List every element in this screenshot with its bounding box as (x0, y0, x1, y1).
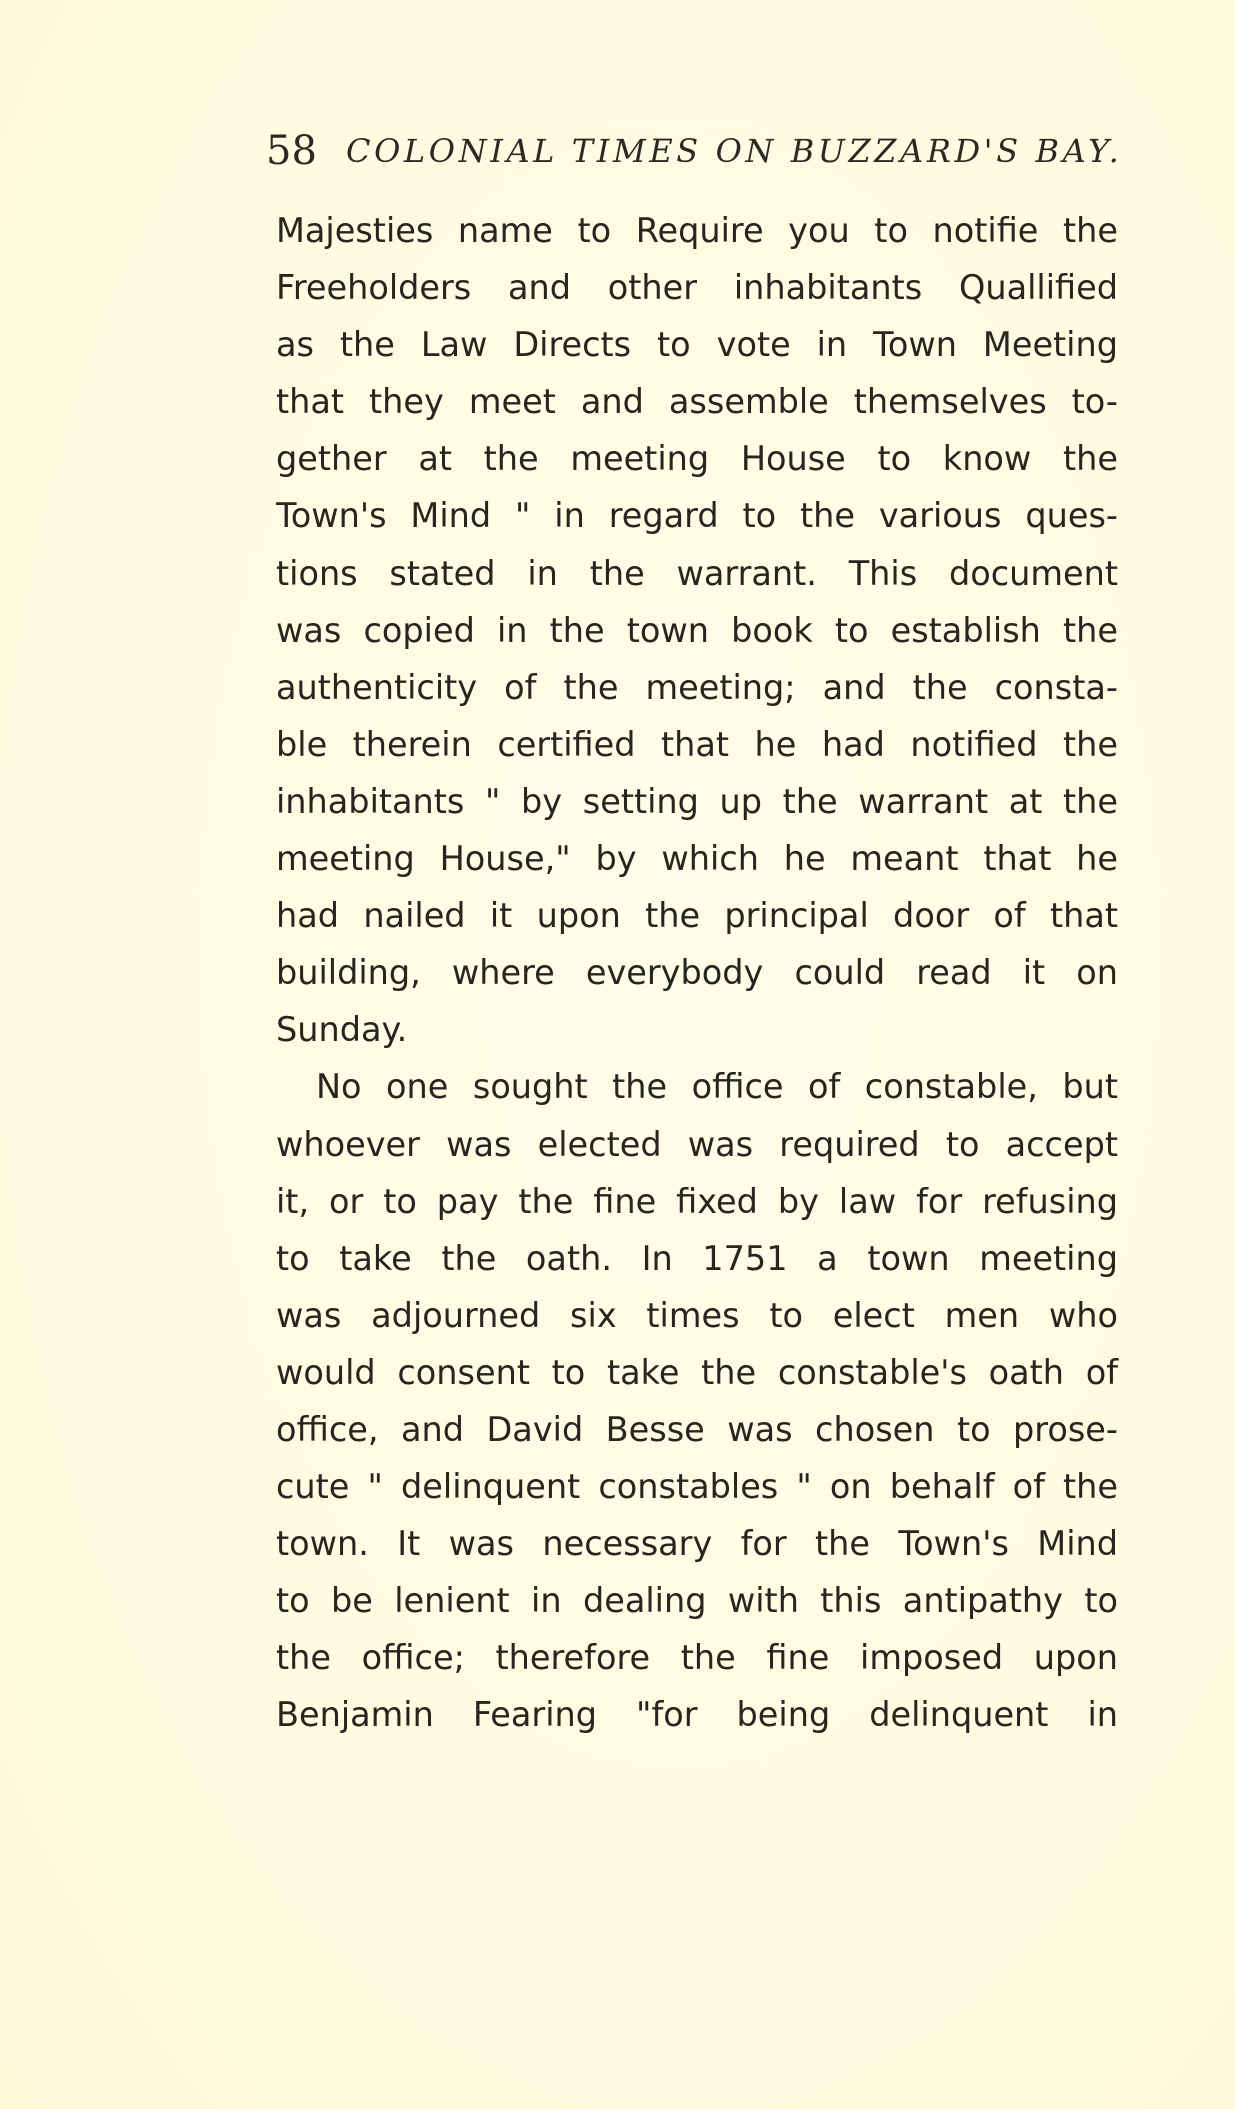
text-line: as the Law Directs to vote in Town Meeting (276, 325, 1118, 365)
text-line: whoever was elected was required to accept (276, 1124, 1118, 1164)
text-line: authenticity of the meeting; and the consta- (276, 667, 1118, 707)
text-line: Majesties name to Require you to notifie the (276, 211, 1118, 250)
text-line: was copied in the town book to establish the (276, 610, 1118, 650)
text-line: that they meet and assemble themselves to- (276, 382, 1118, 422)
running-head (266, 128, 1126, 184)
body-text (276, 202, 1118, 1744)
text-line: Benjamin Fearing "for being delinquent in (276, 1695, 1118, 1735)
text-line: Sunday. (276, 1010, 408, 1050)
text-line: office, and David Besse was chosen to prose- (276, 1409, 1118, 1449)
text-line: Freeholders and other inhabitants Quallified (276, 268, 1118, 308)
text-line: ble therein certified that he had notified the (276, 724, 1118, 764)
text-line: had nailed it upon the principal door of that (276, 896, 1118, 936)
text-line: the office; therefore the fine imposed upon (276, 1638, 1118, 1678)
text-line: No one sought the office of constable, but (316, 1067, 1118, 1107)
text-line: Town's Mind " in regard to the various ques- (276, 496, 1118, 536)
text-line: inhabitants " by setting up the warrant at the (276, 781, 1118, 821)
text-line: meeting House," by which he meant that he (276, 839, 1118, 879)
text-line: was adjourned six times to elect men who (276, 1295, 1118, 1335)
text-line: it, or to pay the fine fixed by law for refusing (276, 1181, 1118, 1221)
running-title: COLONIAL TIMES ON BUZZARD'S BAY. (346, 132, 1123, 170)
page-number: 58 (266, 128, 317, 174)
text-line: to take the oath. In 1751 a town meeting (276, 1238, 1118, 1278)
text-line: to be lenient in dealing with this antipathy to (276, 1581, 1118, 1621)
text-line: gether at the meeting House to know the (276, 439, 1118, 479)
text-line: town. It was necessary for the Town's Mind (276, 1524, 1118, 1564)
text-line: cute " delinquent constables " on behalf of the (276, 1467, 1118, 1507)
text-line: would consent to take the constable's oath of (276, 1352, 1118, 1392)
text-line: building, where everybody could read it on (276, 953, 1118, 993)
text-line: tions stated in the warrant. This document (276, 553, 1118, 593)
